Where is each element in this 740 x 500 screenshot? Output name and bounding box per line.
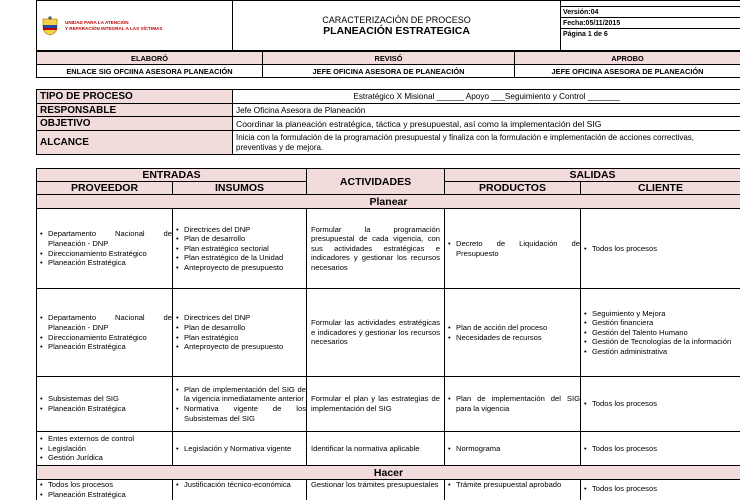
insumos-cell xyxy=(173,209,307,289)
actividad-cell: Formular las actividades estratégicas e indicadores y gestionar los recursos necesarios xyxy=(307,289,445,377)
list-item: • Gestión financiera xyxy=(583,318,740,328)
list-item: • Trámite presupuestal aprobado xyxy=(447,480,580,490)
list-item: • Anteproyecto de presupuesto xyxy=(175,263,306,273)
list-item: • Decreto de Liquidación de Presupuesto xyxy=(447,239,580,258)
table-row xyxy=(37,289,740,377)
insumos-cell xyxy=(173,289,307,377)
insumos-cell xyxy=(173,432,307,466)
aprobo-value: JEFE OFICINA ASESORA DE PLANEACIÓN xyxy=(515,65,740,78)
list-item: • Justificación técnico-económica xyxy=(175,480,306,490)
list-item: • Gestión Jurídica xyxy=(39,453,172,463)
list-item: • Seguimiento y Mejora xyxy=(583,309,740,319)
proveedor-cell xyxy=(37,432,173,466)
elaboro-header: ELABORÓ xyxy=(37,52,263,65)
productos-cell xyxy=(445,289,581,377)
list-item: • Todos los procesos xyxy=(39,480,172,490)
list-item: • Plan de implementación del SIG para la vigencia xyxy=(447,394,580,413)
insumos-header: INSUMOS xyxy=(173,182,307,195)
responsable-label: RESPONSABLE xyxy=(37,104,233,117)
characterization-table xyxy=(36,168,740,500)
alcance-value: Inicia con la formulación de la programación presupuestal y finaliza con la formulación e implementación de acciones correctivas, preventivas y de mejora. xyxy=(233,131,740,155)
cliente-cell xyxy=(581,289,740,377)
objetivo-value: Coordinar la planeación estratégica, táctica y presupuestal, así como la implementación del SIG xyxy=(233,117,740,131)
cliente-cell xyxy=(581,377,740,432)
list-item: • Legislación xyxy=(39,444,172,454)
productos-cell xyxy=(445,480,581,500)
cliente-cell xyxy=(581,480,740,500)
actividad-cell: Gestionar los trámites presupuestales xyxy=(307,480,445,500)
list-item: • Directrices del DNP xyxy=(175,313,306,323)
process-info-table xyxy=(36,89,740,155)
tipo-label: TIPO DE PROCESO xyxy=(37,90,233,104)
list-item: • Legislación y Normativa vigente xyxy=(175,444,306,454)
list-item: • Todos los procesos xyxy=(583,244,740,254)
list-item: • Plan estratégico de la Unidad xyxy=(175,253,306,263)
list-item: • Normograma xyxy=(447,444,580,454)
list-item: • Gestión administrativa xyxy=(583,347,740,357)
elaboro-value: ENLACE SIG OFCIINA ASESORA PLANEACIÓN xyxy=(37,65,263,78)
reviso-value: JEFE OFICINA ASESORA DE PLANEACIÓN xyxy=(263,65,515,78)
actividad-cell: Identificar la normativa aplicable xyxy=(307,432,445,466)
coat-of-arms-icon xyxy=(41,16,59,36)
logo-cell xyxy=(37,1,233,51)
list-item: • Plan estratégico sectorial xyxy=(175,244,306,254)
page-label: Página 1 de 6 xyxy=(563,31,608,38)
list-item: • Plan de desarrollo xyxy=(175,234,306,244)
aprobo-header: APROBO xyxy=(515,52,740,65)
proveedor-cell xyxy=(37,209,173,289)
alcance-label: ALCANCE xyxy=(37,131,233,155)
list-item: • Plan de desarrollo xyxy=(175,323,306,333)
list-item: • Planeación Estratégica xyxy=(39,490,172,500)
approvals-table xyxy=(36,51,740,78)
actividad-cell: Formular el plan y las estrategias de implementación del SIG xyxy=(307,377,445,432)
list-item: • Gestión de Tecnologías de la información xyxy=(583,337,740,347)
proveedor-header: PROVEEDOR xyxy=(37,182,173,195)
table-row xyxy=(37,480,740,500)
document-title xyxy=(233,1,561,51)
actividades-header: ACTIVIDADES xyxy=(307,169,445,195)
table-row xyxy=(37,377,740,432)
document-meta xyxy=(561,1,740,51)
section-planear: Planear xyxy=(37,195,740,209)
list-item: • Subsistemas del SIG xyxy=(39,394,172,404)
insumos-cell xyxy=(173,377,307,432)
table-row xyxy=(37,209,740,289)
proveedor-cell xyxy=(37,377,173,432)
productos-cell xyxy=(445,432,581,466)
responsable-value: Jefe Oficina Asesora de Planeación xyxy=(233,104,740,117)
proveedor-cell xyxy=(37,289,173,377)
section-hacer: Hacer xyxy=(37,466,740,480)
objetivo-label: OBJETIVO xyxy=(37,117,233,131)
list-item: • Directrices del DNP xyxy=(175,225,306,235)
table-row xyxy=(37,432,740,466)
entradas-header: ENTRADAS xyxy=(37,169,307,182)
list-item: • Planeación Estratégica xyxy=(39,258,172,268)
reviso-header: REVISÓ xyxy=(263,52,515,65)
date-label: Fecha:05/11/2015 xyxy=(561,18,740,29)
list-item: • Departamento Nacional de Planeación - DNP xyxy=(39,229,172,248)
list-item: • Plan estratégico xyxy=(175,333,306,343)
productos-cell xyxy=(445,377,581,432)
cliente-cell xyxy=(581,209,740,289)
list-item: • Planeación Estratégica xyxy=(39,342,172,352)
list-item: • Direccionamiento Estratégico xyxy=(39,333,172,343)
title-line-1: CARACTERIZACIÓN DE PROCESO xyxy=(322,14,471,25)
tipo-value: Estratégico X Misional ______ Apoyo ___Seguimiento y Control _______ xyxy=(233,90,740,104)
productos-header: PRODUCTOS xyxy=(445,182,581,195)
list-item: • Plan de acción del proceso xyxy=(447,323,580,333)
list-item: • Plan de implementación del SIG de la vigencia inmediatamente anterior xyxy=(175,385,306,404)
list-item: • Todos los procesos xyxy=(583,399,740,409)
version-label: Versión:04 xyxy=(561,7,740,18)
list-item: • Normativa vigente de los Subsistemas del SIG xyxy=(175,404,306,423)
insumos-cell xyxy=(173,480,307,500)
list-item: • Entes externos de control xyxy=(39,434,172,444)
list-item: • Necesidades de recursos xyxy=(447,333,580,343)
list-item: • Direccionamiento Estratégico xyxy=(39,249,172,259)
document-header xyxy=(36,0,740,51)
agency-logo-text: UNIDAD PARA LA ATENCIÓN Y REPARACIÓN INTEGRAL A LAS VÍCTIMAS xyxy=(65,19,163,31)
cliente-cell xyxy=(581,432,740,466)
list-item: • Todos los procesos xyxy=(583,484,740,494)
actividad-cell: Formular la programación presupuestal de cada vigencia, con sus actividades estratégicas e indicadores y gestionar los recursos necesarios xyxy=(307,209,445,289)
productos-cell xyxy=(445,209,581,289)
list-item: • Planeación Estratégica xyxy=(39,404,172,414)
list-item: • Departamento Nacional de Planeación - DNP xyxy=(39,313,172,332)
salidas-header: SALIDAS xyxy=(445,169,740,182)
cliente-header: CLIENTE xyxy=(581,182,740,195)
title-line-2: PLANEACIÓN ESTRATEGICA xyxy=(323,24,470,37)
list-item: • Gestión del Talento Humano xyxy=(583,328,740,338)
list-item: • Todos los procesos xyxy=(583,444,740,454)
list-item: • Anteproyecto de presupuesto xyxy=(175,342,306,352)
proveedor-cell xyxy=(37,480,173,500)
